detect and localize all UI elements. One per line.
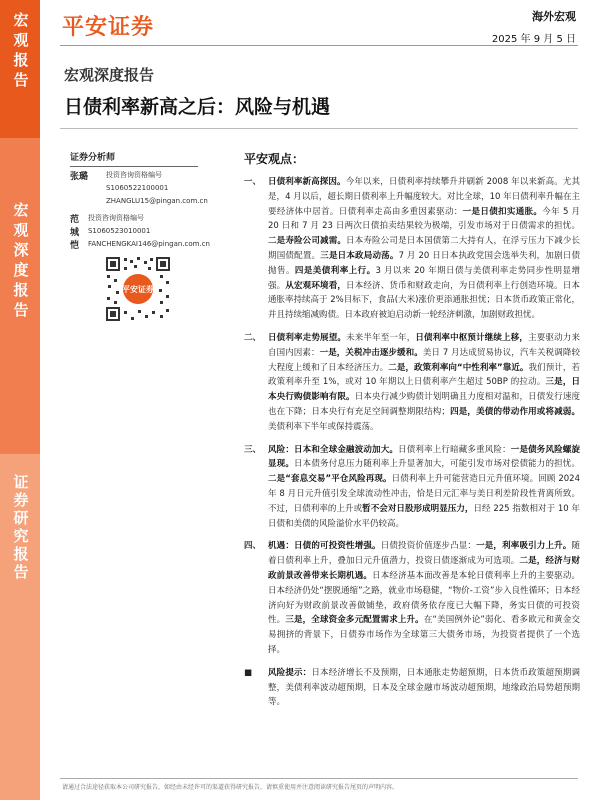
sidebar (0, 0, 40, 800)
key-point: 三是，全球资金多元配置需求上升。 (285, 615, 424, 626)
sidebar-label: 宏观报告 (11, 12, 30, 92)
body-text: 日本寿险公司是日本国债第二大持有人，在浮亏压力下减少长期国债配置。 (268, 236, 580, 261)
report-type: 宏观深度报告 (64, 66, 155, 84)
sidebar-label: 证券研究报告 (11, 474, 30, 582)
analyst-entry (70, 169, 210, 208)
analyst-name: 范城恺 (70, 215, 80, 251)
body-text: 日本经济增长不及预期，日本通胀走势超预期，日本货币政策超预期调整，美债利率波动超预期，日本及全球金融市场波动超预期，地缘政治局势超预期等。 (268, 667, 580, 708)
page-title: 日债利率新高之后：风险与机遇 (64, 96, 331, 118)
item-text (268, 539, 580, 657)
body-text: 日债利率上升可能营造日元升值环境。回顾 2024 年 8 月日元升值引发全球流动性冲击，恰是日元汇率与美日利差阶段性背离所致。不过，日债利率的上升或 (268, 474, 580, 514)
viewpoint-item (244, 443, 580, 532)
key-point: 暂不会对日股形成明显压力， (362, 503, 474, 514)
report-date: 2025 年 9 月 5 日 (491, 34, 576, 45)
analyst-entry (70, 212, 210, 251)
report-category: 海外宏观 (532, 10, 576, 23)
cert-label: 投资咨询资格编号 (87, 214, 144, 222)
analyst-name: 张璐 (70, 172, 89, 182)
key-point: 二是寿险公司减需。 (268, 236, 347, 247)
body-text: 日本经济基本面改善是本轮日债利率上升的主要驱动。日本经济仍处“摆脱通缩”之路，就业市场稳健，“物价-工资”步入良性循环；日本经济向好为财政前景改善做铺垫，政府债务依存度已大幅下降，务实日债的可投资性。 (268, 570, 580, 626)
analyst-heading: 证券分析师 (70, 153, 116, 163)
analyst-divider (70, 166, 198, 167)
viewpoint-item (244, 175, 580, 323)
body-text: 主要驱动力来自国内因素： (268, 332, 580, 358)
key-point: 风险提示： (268, 667, 312, 678)
key-point: 三是，日本央行购债影响有限。 (268, 377, 580, 403)
item-number: 二、 (244, 332, 262, 343)
body-text: 日本债务付息压力随利率上升显著加大，可能引发市场对偿债能力的担忧。 (294, 459, 580, 470)
cert-number: S1060522100001 (106, 184, 169, 192)
key-point: 从宏观环境看， (285, 280, 347, 291)
body-text: 日本央行减少购债计划明确且力度相对温和，日债发行速度也在下降；日本央行有充足空间调整期限结构； (268, 392, 580, 417)
item-number: 三、 (244, 444, 262, 455)
key-point: 二是，政策利率向“中性利率”靠近。 (388, 362, 529, 373)
viewpoint-item (244, 331, 580, 435)
qr-center-label: 平安证券 (122, 285, 154, 294)
key-point: 四是美债利率上行。 (294, 265, 376, 276)
item-text (268, 443, 580, 532)
sidebar-macro-report (0, 0, 40, 138)
item-text (268, 175, 580, 323)
body-text: 日经 225 指数相对于 10 年日债和美债的风险溢价水平仍较高。 (268, 503, 580, 529)
company-logo: 平安证券 (62, 15, 155, 40)
key-point: 日债利率新高探因。 (268, 177, 346, 187)
key-point: 日债利率走势展望。 (268, 332, 347, 343)
body-text: 随着日债利率上升，叠加日元升值潜力，投资日债逐渐成为可选项。 (268, 541, 580, 567)
header-meta (492, 8, 576, 45)
item-number: 四、 (244, 541, 262, 552)
footer-divider (60, 778, 578, 779)
key-point: 三是日本政局动荡。 (320, 250, 399, 261)
cert-label: 投资咨询资格编号 (106, 171, 162, 179)
body-text: 7 月 20 日日本执政党国会选举失利，加剧日债抛售。 (268, 250, 580, 276)
title-divider (60, 128, 578, 129)
viewpoint-section (244, 150, 580, 710)
key-point: 风险：日本和全球金融波动加大。 (268, 444, 399, 455)
key-point: 日债利率中枢预计继续上移， (415, 332, 529, 343)
sidebar-macro-depth-report (0, 138, 40, 454)
body-text: 我们预计，若政策利率升至 1%，或对 10 年期以上日债利率产生超过 50BP 的拉动。 (268, 362, 580, 388)
body-text: 在“美国例外论”弱化、看多欧元和黄金交易拥挤的背景下，日债券市场作为全球第三大债务市场，为投资者提供了一个选择。 (268, 615, 580, 655)
key-point: 二是“套息交易”平仓风险再现。 (268, 474, 392, 485)
key-point: 二是，经济与财政前景改善带来长期机遇。 (268, 556, 580, 581)
body-text: 美日 7 月达成贸易协议，汽车关税调降较大程度上缓和了日本经济压力。 (268, 347, 580, 373)
item-text (268, 666, 580, 710)
key-point: 一是债务风险螺旋显现。 (268, 444, 580, 470)
header-divider (60, 45, 578, 46)
analyst-email[interactable]: FANCHENGKAI146@pingan.com.cn (87, 240, 210, 248)
analyst-panel (70, 150, 210, 251)
body-text: 美债利率下半年或保持震荡。 (268, 421, 379, 432)
sidebar-securities-research (0, 454, 40, 800)
viewpoint-heading: 平安观点： (244, 152, 305, 166)
body-text: 日债投资价值逐步凸显： (380, 541, 477, 552)
key-point: 一是日债扣实通胀。 (462, 206, 543, 217)
body-text: 日本经济、货币和财政走向，为日债利率上行创造环境。日本通胀率持续高于 2%目标下，食品(大米)涨价更添通胀担忧；日本货币政策正常化，并且持续缩减购债。日本政府被迫启动新一轮经济刺激，加剧财政担忧。 (268, 280, 580, 321)
qr-code-icon[interactable] (104, 255, 172, 323)
key-point: 一是，利率吸引力上升。 (476, 541, 572, 552)
body-text: 3 月以来 20 年期日债与美债利率走势同步性明显增强。 (268, 265, 580, 291)
key-point: 四是，美债的带动作用或将减弱。 (449, 406, 580, 417)
body-text: 今年 5 月 20 日和 7 月 23 日两次日债拍卖结果较为极端，引发市场对于日债需求的担忧。 (268, 206, 580, 232)
footer-disclaimer: 请通过合法途径获取本公司研究报告，如经由未经许可的渠道获得研究报告，请慎重使用并注意阅读研究报告尾页的声明内容。 (62, 784, 399, 791)
body-text: 今年以来，日债利率持续攀升并刷新 2008 年以来新高。尤其是，4 月以后，超长期日债利率上升幅度较大。对比全球，10 年日债利率升幅在主要经济体中居首。日债利率走高由多重因素驱动： (268, 177, 580, 217)
analyst-email[interactable]: ZHANGLU15@pingan.com.cn (106, 197, 208, 205)
item-number: ■ (244, 667, 253, 678)
key-point: 一是，关税冲击逐步缓和。 (319, 347, 423, 358)
body-text: 未来半年至一年， (346, 332, 416, 343)
sidebar-label: 宏观深度报告 (11, 202, 30, 322)
body-text: 日债利率上行暗藏多重风险： (398, 444, 511, 455)
key-point: 机遇：日债的可投资性增强。 (268, 541, 381, 552)
item-text (268, 331, 580, 435)
item-number: 一、 (244, 177, 262, 187)
viewpoint-item (244, 666, 580, 710)
viewpoint-item (244, 539, 580, 657)
cert-number: S1060523010001 (87, 227, 151, 235)
